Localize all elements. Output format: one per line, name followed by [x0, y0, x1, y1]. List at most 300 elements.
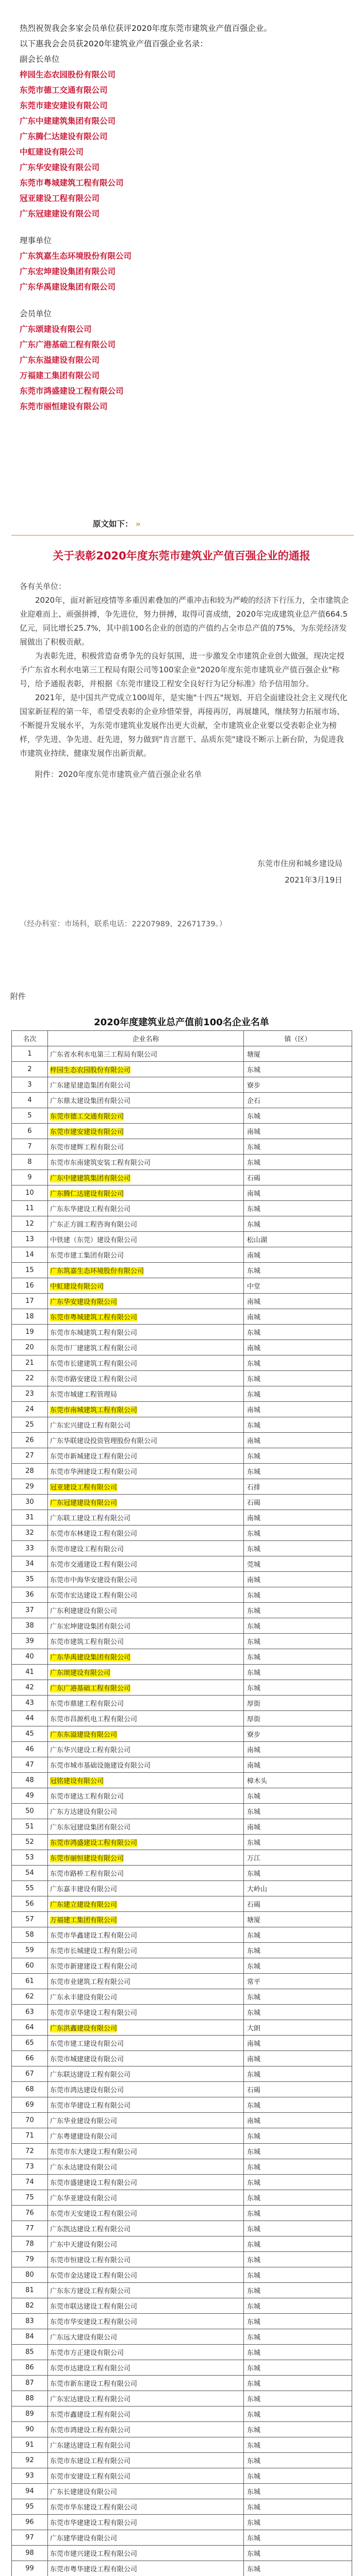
vice-president-heading: 副会长单位 — [20, 55, 60, 64]
company-cell — [48, 1402, 244, 1417]
rank-cell: 4 — [12, 1093, 48, 1108]
town-cell: 东城 — [244, 1618, 352, 1634]
town-cell: 石碣 — [244, 1170, 352, 1185]
rank-cell: 45 — [12, 1726, 48, 1742]
town-cell: 南城 — [244, 1340, 352, 1355]
table-row — [12, 2020, 352, 2036]
highlighted-company: 广东颂建设有限公司 — [50, 1669, 111, 1677]
rank-cell: 33 — [12, 1541, 48, 1556]
company-cell: 东莞市交通建设工程有限公司 — [48, 1556, 244, 1572]
company-cell — [48, 1773, 244, 1788]
table-row — [12, 2066, 352, 2082]
rank-cell: 11 — [12, 1201, 48, 1216]
company-cell: 东莞市路桥工程有限公司 — [48, 1866, 244, 1881]
rank-cell: 60 — [12, 1958, 48, 1974]
rank-cell: 52 — [12, 1835, 48, 1850]
company-cell: 广东建华建设有限公司 — [48, 2530, 244, 2546]
table-row — [12, 1371, 352, 1386]
town-cell: 东城 — [244, 1355, 352, 1371]
company-name: 广东广港基础工程有限公司 — [20, 340, 116, 349]
table-row — [12, 1201, 352, 1216]
attachment-label: 附件 — [10, 992, 26, 1001]
rank-cell: 71 — [12, 2128, 48, 2144]
rank-cell: 15 — [12, 1263, 48, 1278]
company-cell: 东莞市昌源机电工程有限公司 — [48, 1711, 244, 1726]
table-row — [12, 1665, 352, 1680]
company-cell — [48, 1309, 244, 1325]
rank-cell: 35 — [12, 1572, 48, 1587]
rank-cell: 80 — [12, 2267, 48, 2283]
rank-cell: 95 — [12, 2499, 48, 2515]
member-heading: 会员单位 — [20, 309, 52, 318]
town-cell: 东城 — [244, 2190, 352, 2206]
company-cell — [48, 1896, 244, 1912]
issuer: 东莞市住房和城乡建设局 — [257, 859, 342, 868]
company-name: 广东宏坤建设集团有限公司 — [20, 267, 116, 276]
town-cell: 南城 — [244, 1510, 352, 1526]
rank-cell: 65 — [12, 2036, 48, 2051]
company-cell — [48, 1912, 244, 1927]
intro-line-1: 热烈祝贺我会多家会员单位获评2020年度东莞市建筑业产值百强企业。 — [20, 24, 272, 33]
highlighted-company: 广东华禹建设集团有限公司 — [50, 1654, 131, 1662]
town-cell: 东城 — [244, 1958, 352, 1974]
table-row — [12, 1170, 352, 1185]
town-cell: 东城 — [244, 2422, 352, 2437]
town-cell: 东城 — [244, 1541, 352, 1556]
rank-cell: 79 — [12, 2252, 48, 2267]
company-cell: 东莞市建达工程有限公司 — [48, 1788, 244, 1804]
notice-salutation: 各有关单位： — [20, 582, 67, 591]
rank-cell: 84 — [12, 2329, 48, 2345]
table-row — [12, 2236, 352, 2252]
table-row — [12, 2128, 352, 2144]
table-row — [12, 2546, 352, 2561]
table-row — [12, 1634, 352, 1649]
table-row — [12, 2267, 352, 2283]
town-cell: 东城 — [244, 2144, 352, 2159]
table-row — [12, 1726, 352, 1742]
town-cell: 东城 — [244, 1788, 352, 1804]
town-cell: 东城 — [244, 2159, 352, 2175]
town-cell: 大朗 — [244, 2020, 352, 2036]
town-cell: 樟木头 — [244, 1773, 352, 1788]
table-row — [12, 2051, 352, 2066]
town-cell: 南城 — [244, 1294, 352, 1309]
company-name: 广东中建建筑集团有限公司 — [20, 116, 116, 126]
company-cell: 广东鼎太建设集团有限公司 — [48, 1093, 244, 1108]
table-row — [12, 1433, 352, 1448]
town-cell: 东城 — [244, 1989, 352, 2005]
intro-section — [20, 21, 350, 414]
town-cell: 东城 — [244, 1263, 352, 1278]
rank-cell: 55 — [12, 1881, 48, 1896]
company-cell: 广东华兴建设工程有限公司 — [48, 1742, 244, 1757]
table-row — [12, 1587, 352, 1603]
rank-cell: 34 — [12, 1556, 48, 1572]
company-cell — [48, 1850, 244, 1866]
company-cell: 广东联达建设工程有限公司 — [48, 2066, 244, 2082]
table-row — [12, 1325, 352, 1340]
town-cell: 南城 — [244, 2051, 352, 2066]
rank-cell: 46 — [12, 1742, 48, 1757]
company-name: 冠亚建设工程有限公司 — [20, 194, 100, 203]
company-cell: 东莞市达建设工程有限公司 — [48, 2360, 244, 2376]
table-row — [12, 1386, 352, 1402]
table-row — [12, 2113, 352, 2128]
company-cell — [48, 1680, 244, 1696]
table-row — [12, 2484, 352, 2499]
rank-cell: 62 — [12, 1989, 48, 2005]
company-cell: 广东凯达建设工程有限公司 — [48, 2221, 244, 2236]
town-cell: 东城 — [244, 1804, 352, 1819]
attachment-note: 附件：2020年度东莞市建筑业产值百强企业名单 — [35, 770, 202, 779]
table-row — [12, 1866, 352, 1881]
table-row — [12, 2561, 352, 2576]
town-cell: 东城 — [244, 2453, 352, 2468]
town-cell: 东城 — [244, 2097, 352, 2113]
company-cell: 东莞市建辉工程有限公司 — [48, 1139, 244, 1155]
rank-cell: 19 — [12, 1325, 48, 1340]
table-row — [12, 1077, 352, 1093]
town-cell: 东城 — [244, 2515, 352, 2530]
table-row — [12, 1232, 352, 1247]
rank-cell: 75 — [12, 2190, 48, 2206]
rank-cell: 21 — [12, 1355, 48, 1371]
town-cell: 南城 — [244, 1402, 352, 1417]
town-cell: 东城 — [244, 2005, 352, 2020]
rank-cell: 53 — [12, 1850, 48, 1866]
company-cell: 广东宏坤建设集团有限公司 — [48, 1618, 244, 1634]
rank-cell: 14 — [12, 1247, 48, 1263]
member-list — [20, 321, 350, 414]
table-row — [12, 2530, 352, 2546]
town-cell: 东城 — [244, 2406, 352, 2422]
town-cell: 东城 — [244, 1325, 352, 1340]
town-cell: 东城 — [244, 1680, 352, 1696]
town-cell: 石碣 — [244, 1495, 352, 1510]
town-cell: 塘厦 — [244, 1912, 352, 1927]
company-cell: 东莞市路安建设工程有限公司 — [48, 1371, 244, 1386]
company-cell: 广东建星建造集团有限公司 — [48, 1077, 244, 1093]
table-row — [12, 1185, 352, 1201]
highlighted-company: 梓园生态农园股份有限公司 — [50, 1066, 131, 1074]
company-cell: 东莞市华洲建设工程有限公司 — [48, 1464, 244, 1479]
rank-cell: 43 — [12, 1696, 48, 1711]
town-cell: 南城 — [244, 1433, 352, 1448]
rank-cell: 44 — [12, 1711, 48, 1726]
rank-cell: 61 — [12, 1974, 48, 1989]
company-cell: 广东东方建设工程有限公司 — [48, 2283, 244, 2298]
company-cell — [48, 1649, 244, 1665]
table-row — [12, 2082, 352, 2097]
rank-cell: 83 — [12, 2314, 48, 2329]
rank-cell: 54 — [12, 1866, 48, 1881]
table-row — [12, 2437, 352, 2453]
table-row — [12, 2391, 352, 2406]
notice-paragraph: 为表彰先进，积极营造奋勇争先的良好氛围，进一步激发全市建筑企业创大做强，现决定授予广东省水利水电第三工程局有限公司等100家企业"2020年度东莞市建筑业产值百强企业"称号，给予通报表彰，并根据《东莞市建设工程安全良好行为记分标准》给予信用加分。 — [20, 651, 345, 688]
rank-cell: 98 — [12, 2546, 48, 2561]
company-cell: 广东方达建设有限公司 — [48, 1804, 244, 1819]
table-row — [12, 1696, 352, 1711]
company-name: 中虹建设有限公司 — [20, 147, 84, 157]
company-cell: 东莞市长建建筑工程有限公司 — [48, 1355, 244, 1371]
company-cell — [48, 1062, 244, 1077]
company-cell: 东莞市建工建设有限公司 — [48, 2036, 244, 2051]
notice-paragraph: 2021年，是中国共产党成立100周年，是实施"十四五"规划、开启全面建设社会主义现代化国家新征程的第一年，希望受表彰的企业珍惜荣誉，再接再厉，再展雄风，继续努力拓展市场、不断提升发展水平，为东莞市建筑业发展作出更大贡献，全市建筑业企业要以受表彰企业为榜样，学先进、争先进、赶先进，努力做到"肯言愿干、品质东莞"建设不断示上新台阶，为促进我市建筑业持续、健康发展作出新贡献。 — [20, 693, 348, 758]
rank-cell: 94 — [12, 2484, 48, 2499]
company-cell: 广东利建建设有限公司 — [48, 1603, 244, 1618]
rank-cell: 7 — [12, 1139, 48, 1155]
company-cell: 东莞市联达建设工程有限公司 — [48, 2298, 244, 2314]
town-cell: 南城 — [244, 1247, 352, 1263]
company-cell: 东莞市城建建设有限公司 — [48, 2051, 244, 2066]
rank-cell: 20 — [12, 1340, 48, 1355]
town-cell: 南城 — [244, 1185, 352, 1201]
highlighted-company: 广东冠建建设有限公司 — [50, 1499, 118, 1507]
rank-cell: 24 — [12, 1402, 48, 1417]
company-cell: 东莞市恒建设工程有限公司 — [48, 2252, 244, 2267]
table-row — [12, 2190, 352, 2206]
header-town: 镇（区） — [244, 1031, 352, 1046]
town-cell: 南城 — [244, 1124, 352, 1139]
town-cell: 东城 — [244, 1062, 352, 1077]
rank-cell: 70 — [12, 2113, 48, 2128]
table-row — [12, 2376, 352, 2391]
rank-cell: 6 — [12, 1124, 48, 1139]
table-row — [12, 1788, 352, 1804]
company-cell: 广东远大建设有限公司 — [48, 2329, 244, 2345]
company-cell: 东莞市城市基础设施建设有限公司 — [48, 1757, 244, 1773]
company-cell — [48, 1124, 244, 1139]
director-list — [20, 248, 350, 295]
company-name: 东莞市建安建设有限公司 — [20, 101, 108, 110]
highlighted-company: 东莞市丽恒建设有限公司 — [50, 1855, 124, 1862]
rank-cell: 47 — [12, 1757, 48, 1773]
company-cell — [48, 1278, 244, 1294]
rank-cell: 72 — [12, 2144, 48, 2159]
company-cell: 东莞市长城建设工程有限公司 — [48, 1943, 244, 1958]
rank-cell: 81 — [12, 2283, 48, 2298]
town-cell: 东城 — [244, 2283, 352, 2298]
town-cell: 东城 — [244, 2236, 352, 2252]
company-cell: 东莞市鼎建工程有限公司 — [48, 1696, 244, 1711]
company-cell — [48, 1835, 244, 1850]
company-cell: 东莞市宏达建设工程有限公司 — [48, 1587, 244, 1603]
table-row — [12, 1263, 352, 1278]
rank-cell: 57 — [12, 1912, 48, 1927]
table-row — [12, 1958, 352, 1974]
town-cell: 东城 — [244, 1201, 352, 1216]
company-name: 东莞市鸿盛建设工程有限公司 — [20, 386, 124, 396]
town-cell: 东城 — [244, 1634, 352, 1649]
table-row — [12, 1757, 352, 1773]
rank-cell: 25 — [12, 1417, 48, 1433]
rank-cell: 67 — [12, 2066, 48, 2082]
table-row — [12, 1495, 352, 1510]
rank-cell: 41 — [12, 1665, 48, 1680]
company-cell: 东莞市鸿达建设有限公司 — [48, 2082, 244, 2097]
company-name: 广东颂建设有限公司 — [20, 325, 92, 334]
company-cell: 东莞市东林建设工程有限公司 — [48, 1526, 244, 1541]
header-rank: 名次 — [12, 1031, 48, 1046]
town-cell: 塘厦 — [244, 1046, 352, 1062]
company-cell: 东莞市京华建设工程有限公司 — [48, 2005, 244, 2020]
rank-cell: 50 — [12, 1804, 48, 1819]
town-cell: 东城 — [244, 2345, 352, 2360]
rank-cell: 17 — [12, 1294, 48, 1309]
rank-cell: 92 — [12, 2453, 48, 2468]
highlighted-company: 广东建立建设有限公司 — [50, 1901, 118, 1909]
rank-cell: 42 — [12, 1680, 48, 1696]
company-cell: 广东省水利水电第三工程局有限公司 — [48, 1046, 244, 1062]
table-row — [12, 1711, 352, 1726]
town-cell: 厚街 — [244, 1711, 352, 1726]
town-cell: 东城 — [244, 2298, 352, 2314]
table-row — [12, 1108, 352, 1124]
town-cell: 东城 — [244, 1386, 352, 1402]
company-name: 万福建工集团有限公司 — [20, 371, 100, 380]
table-title: 2020年度建筑业总产值前100名企业名单 — [94, 1017, 269, 1028]
rank-cell: 36 — [12, 1587, 48, 1603]
rank-cell: 66 — [12, 2051, 48, 2066]
town-cell: 东城 — [244, 1943, 352, 1958]
company-name: 广东东溢建设有限公司 — [20, 355, 100, 365]
town-cell: 东城 — [244, 1649, 352, 1665]
table-row — [12, 2175, 352, 2190]
table-row — [12, 1896, 352, 1912]
rank-cell: 13 — [12, 1232, 48, 1247]
table-row — [12, 2406, 352, 2422]
company-cell: 中铁建（东莞）建设有限公司 — [48, 1232, 244, 1247]
company-cell — [48, 1495, 244, 1510]
original-text-label: 原文如下： » — [93, 519, 141, 529]
table-row — [12, 1850, 352, 1866]
table-row — [12, 2221, 352, 2236]
table-row — [12, 2515, 352, 2530]
company-cell: 东莞市安建设工程有限公司 — [48, 2468, 244, 2484]
notice-title: 关于表彰2020年度东莞市建筑业产值百强企业的通报 — [53, 550, 310, 562]
rank-cell: 30 — [12, 1495, 48, 1510]
table-row — [12, 2360, 352, 2376]
table-row — [12, 2453, 352, 2468]
table-row — [12, 1402, 352, 1417]
company-cell: 东莞市天安建设工程有限公司 — [48, 2206, 244, 2221]
town-cell: 石碣 — [244, 1896, 352, 1912]
town-cell: 东城 — [244, 2206, 352, 2221]
rank-cell: 86 — [12, 2360, 48, 2376]
highlighted-company: 中虹建设有限公司 — [50, 1283, 104, 1291]
rank-cell: 3 — [12, 1077, 48, 1093]
town-cell: 东城 — [244, 2267, 352, 2283]
company-cell: 广东东冠建设集团有限公司 — [48, 1819, 244, 1835]
table-row — [12, 2036, 352, 2051]
highlighted-company: 广东华安建设有限公司 — [50, 1298, 118, 1306]
company-name: 梓园生态农园股份有限公司 — [20, 70, 116, 79]
table-row — [12, 1773, 352, 1788]
table-row — [12, 2329, 352, 2345]
table-row — [12, 2314, 352, 2329]
highlighted-company: 广东筑嘉生态环境股份有限公司 — [50, 1267, 144, 1275]
notice-paragraph: 2020年，面对新冠疫情等多重因素叠加的严重冲击和较为严峻的经济下行压力，全市建筑企业迎难而上、顽强拼搏，争先进位，努力拼搏，取得可喜成绩，2020年完成建筑业总产值664.5亿元，同比增长25.7%，其中前100名企业的创造的产值约占全市总产值的75%，为东莞经济发展做出了积极贡献。 — [20, 596, 349, 647]
town-cell: 东城 — [244, 2499, 352, 2515]
table-row — [12, 2468, 352, 2484]
table-row — [12, 2298, 352, 2314]
intro-line-2: 以下惠我会会员获2020年建筑业产值百强企业名录： — [20, 39, 208, 48]
rank-cell: 56 — [12, 1896, 48, 1912]
rank-cell: 28 — [12, 1464, 48, 1479]
company-cell: 东莞市建筑工程有限公司 — [48, 1634, 244, 1649]
table-row — [12, 2005, 352, 2020]
company-cell: 东莞市建设工程有限公司 — [48, 1541, 244, 1556]
company-cell — [48, 1479, 244, 1495]
highlighted-company: 东莞市德工交通有限公司 — [50, 1113, 124, 1121]
company-cell — [48, 1185, 244, 1201]
table-row — [12, 1093, 352, 1108]
company-cell: 东莞市鑫建设工程有限公司 — [48, 2406, 244, 2422]
town-cell: 企石 — [244, 1093, 352, 1108]
company-name: 广东华安建设有限公司 — [20, 163, 100, 172]
company-name: 东莞市丽恒建设有限公司 — [20, 402, 108, 411]
rank-cell: 9 — [12, 1170, 48, 1185]
company-cell: 广东联工建设工程有限公司 — [48, 1510, 244, 1526]
rank-cell: 73 — [12, 2159, 48, 2175]
rank-cell: 89 — [12, 2406, 48, 2422]
rank-cell: 39 — [12, 1634, 48, 1649]
table-row — [12, 1881, 352, 1896]
table-row — [12, 2159, 352, 2175]
company-cell: 广东粤建建设有限公司 — [48, 2128, 244, 2144]
table-row — [12, 1046, 352, 1062]
divider — [11, 535, 354, 536]
issue-date: 2021年3月19日 — [285, 875, 342, 885]
company-cell — [48, 1294, 244, 1309]
rank-cell: 51 — [12, 1819, 48, 1835]
rank-cell: 77 — [12, 2221, 48, 2236]
town-cell: 东城 — [244, 1216, 352, 1232]
table-row — [12, 2422, 352, 2437]
company-cell: 东莞市粤华建设工程有限公司 — [48, 2561, 244, 2576]
company-cell — [48, 1108, 244, 1124]
town-cell: 南城 — [244, 1819, 352, 1835]
table-row — [12, 1618, 352, 1634]
highlighted-company: 东莞市建安建设有限公司 — [50, 1128, 124, 1136]
rank-cell: 49 — [12, 1788, 48, 1804]
rank-cell: 23 — [12, 1386, 48, 1402]
town-cell: 东城 — [244, 1108, 352, 1124]
town-cell: 东城 — [244, 2175, 352, 2190]
town-cell: 东城 — [244, 1448, 352, 1464]
company-cell: 东莞市方正建设有限公司 — [48, 2345, 244, 2360]
table-row — [12, 1247, 352, 1263]
table-row — [12, 1649, 352, 1665]
highlighted-company: 万福建工集团有限公司 — [50, 1917, 118, 1924]
table-row — [12, 1340, 352, 1355]
company-cell: 广东正方圆工程咨询有限公司 — [48, 1216, 244, 1232]
table-row — [12, 1603, 352, 1618]
town-cell: 石碣 — [244, 2082, 352, 2097]
table-row — [12, 1139, 352, 1155]
town-cell: 东城 — [244, 1371, 352, 1386]
table-row — [12, 1680, 352, 1696]
town-cell: 东城 — [244, 2376, 352, 2391]
table-row — [12, 1448, 352, 1464]
town-cell: 东城 — [244, 1866, 352, 1881]
rank-cell: 96 — [12, 2515, 48, 2530]
company-name: 东莞市粤城建筑工程有限公司 — [20, 178, 124, 188]
company-cell: 东莞市华建设工程有限公司 — [48, 2097, 244, 2113]
town-cell: 东城 — [244, 2468, 352, 2484]
rank-cell: 78 — [12, 2236, 48, 2252]
